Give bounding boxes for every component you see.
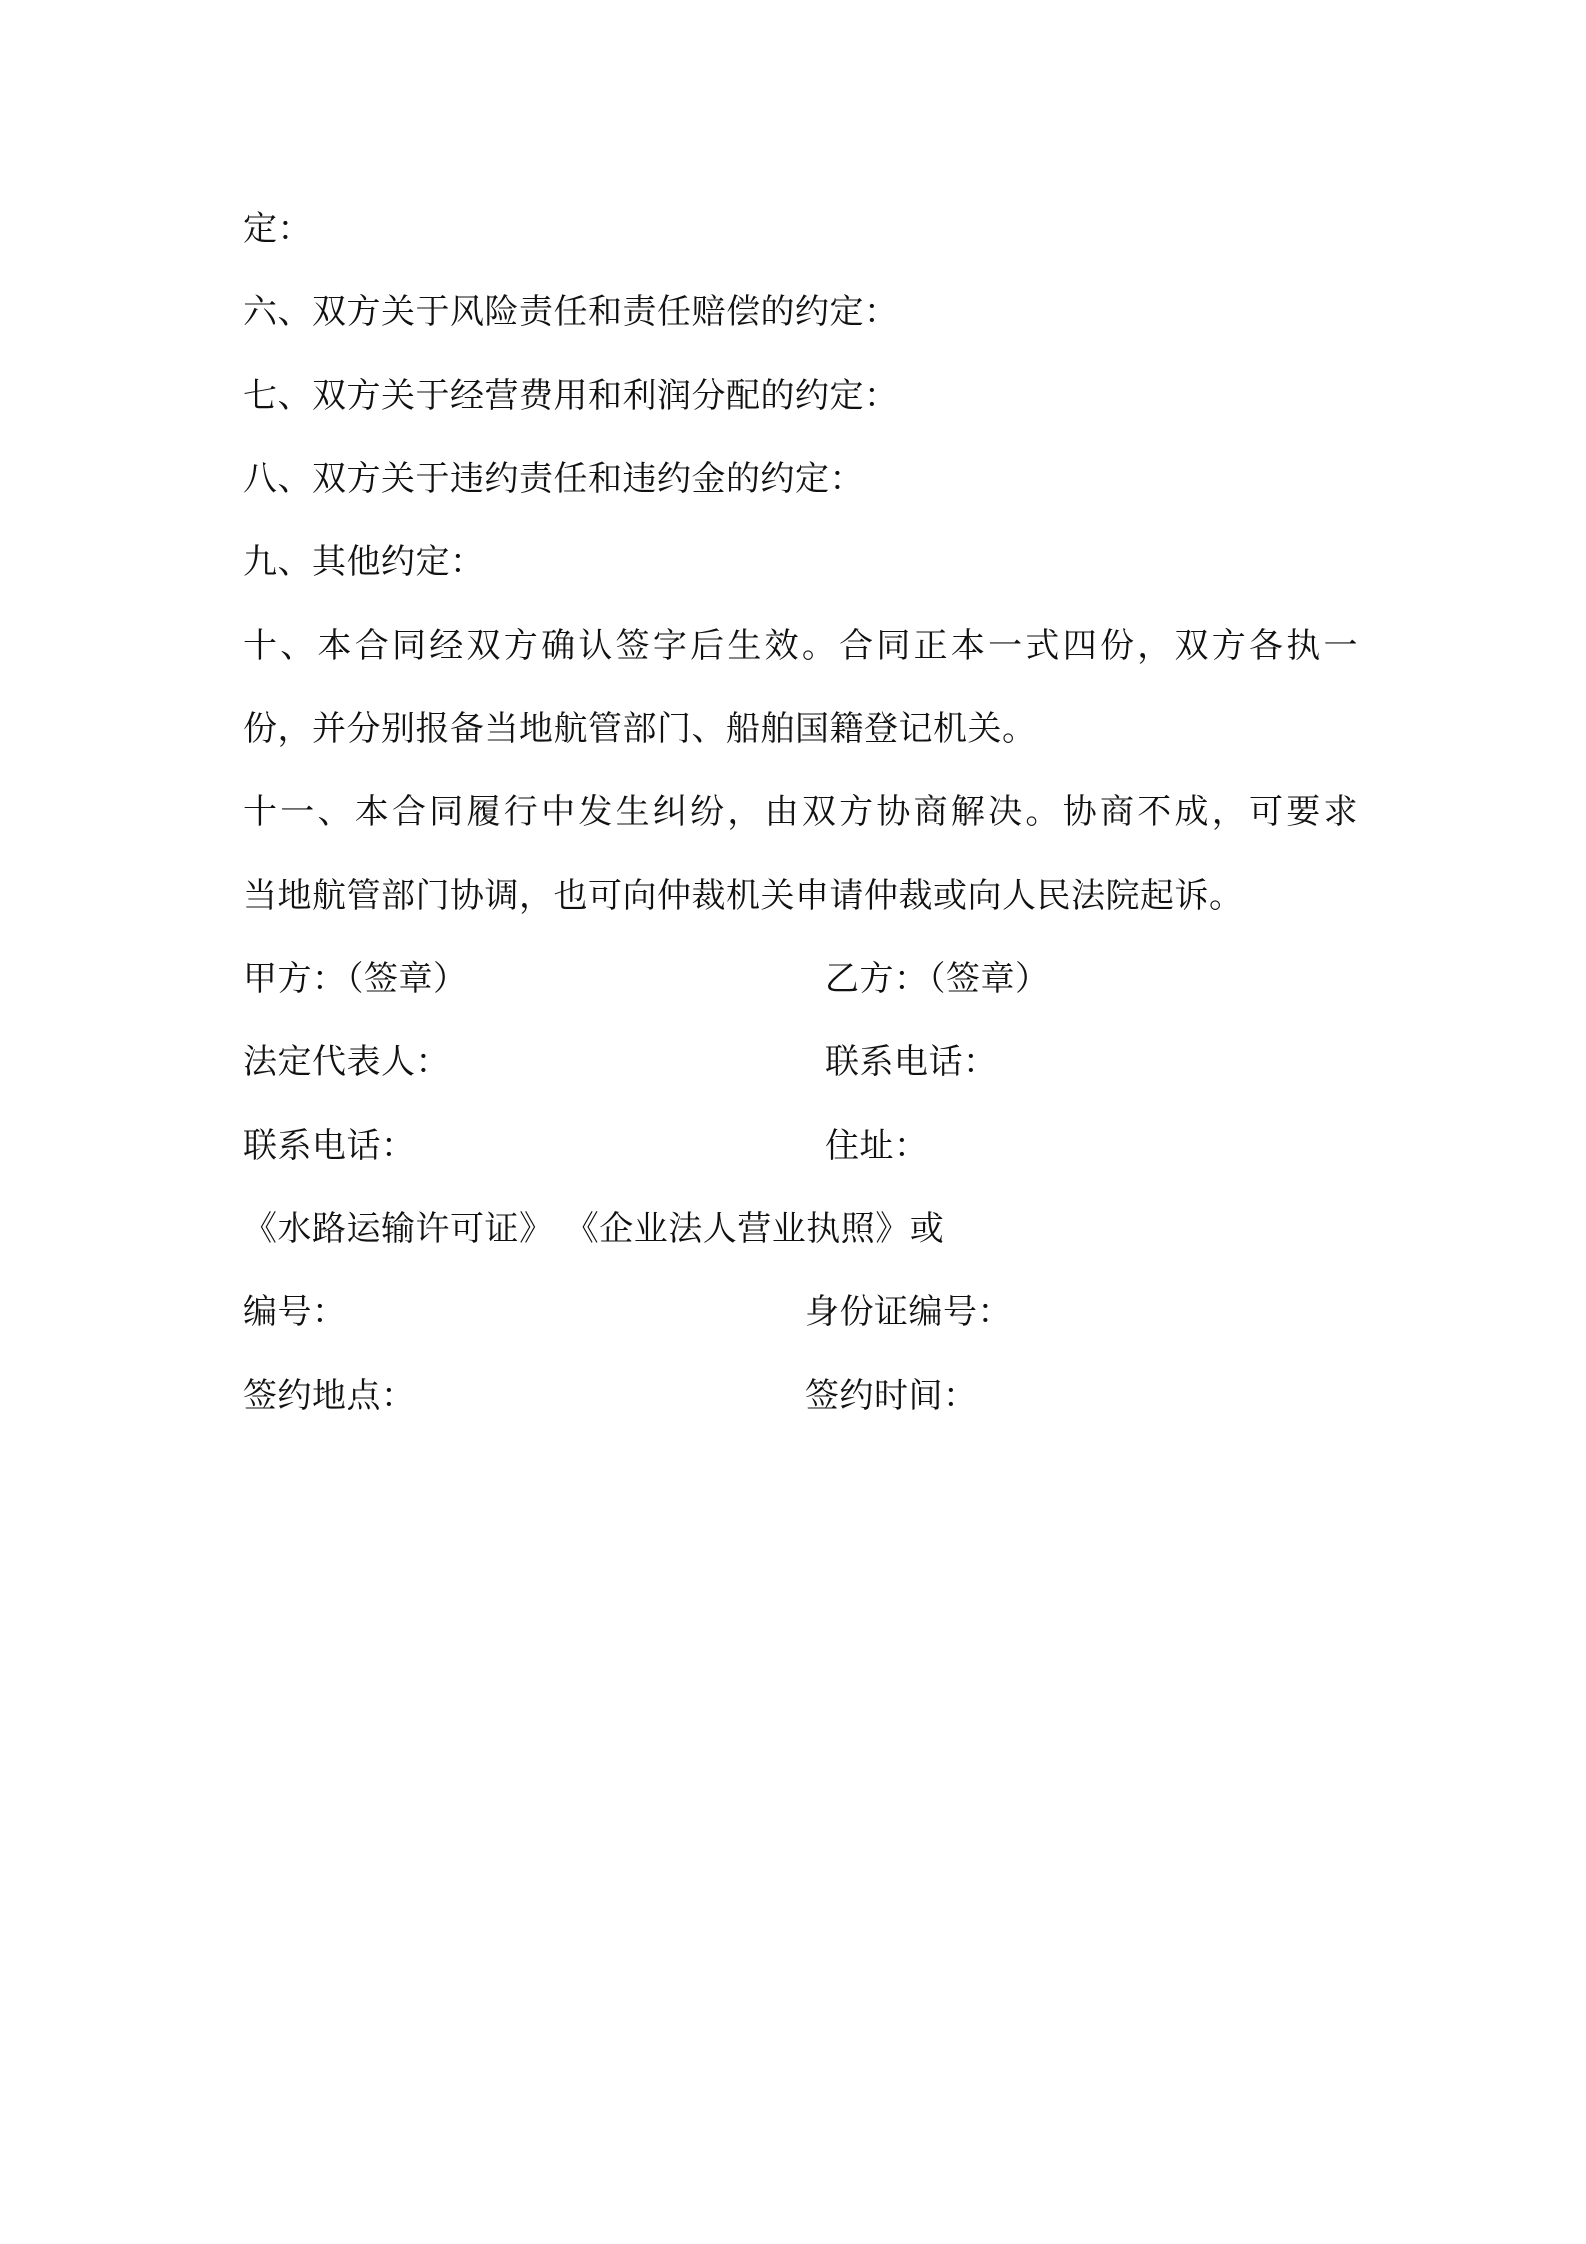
clause-10-line-1: 十、本合同经双方确认签字后生效。合同正本一式四份，双方各执一 — [243, 626, 1358, 666]
clause-11-line-1: 十一、本合同履行中发生纠纷，由双方协商解决。协商不成，可要求 — [243, 792, 1358, 832]
clause-8: 八、双方关于违约责任和违约金的约定： — [243, 459, 864, 499]
license-line: 《水路运输许可证》 《企业法人营业执照》或 — [243, 1209, 945, 1249]
party-b-phone: 联系电话： — [825, 1042, 998, 1082]
clause-11-line-2: 当地航管部门协调，也可向仲裁机关申请仲裁或向人民法院起诉。 — [243, 876, 1244, 916]
clause-7: 七、双方关于经营费用和利润分配的约定： — [243, 376, 899, 416]
license-number: 编号： — [243, 1292, 347, 1332]
sign-time: 签约时间： — [805, 1376, 978, 1416]
legal-representative: 法定代表人： — [243, 1042, 450, 1082]
clause-5-tail: 定： — [243, 209, 312, 249]
clause-10-line-2: 份，并分别报备当地航管部门、船舶国籍登记机关。 — [243, 709, 1037, 749]
party-b-seal: 乙方：（签章） — [825, 959, 1050, 999]
party-b-address: 住址： — [825, 1126, 929, 1166]
sign-place: 签约地点： — [243, 1376, 416, 1416]
party-a-phone: 联系电话： — [243, 1126, 416, 1166]
clause-9: 九、其他约定： — [243, 542, 485, 582]
clause-6: 六、双方关于风险责任和责任赔偿的约定： — [243, 292, 899, 332]
id-number: 身份证编号： — [805, 1292, 1012, 1332]
party-a-seal: 甲方：（签章） — [243, 959, 468, 999]
